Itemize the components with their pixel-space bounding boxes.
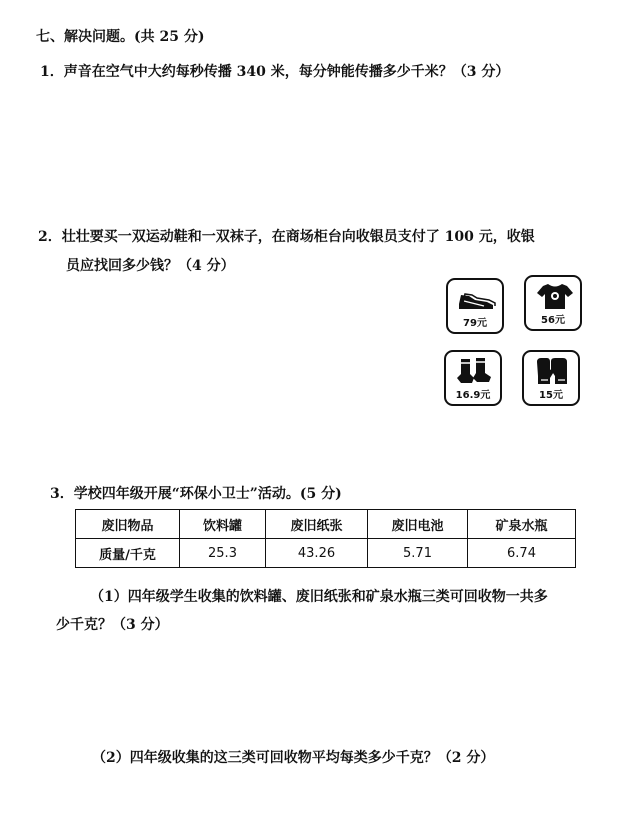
table-header-cell: 废旧纸张 — [266, 510, 368, 539]
question-2-line-2: 员应找回多少钱？（4 分） — [66, 258, 235, 274]
price-label: 56元 — [541, 315, 565, 326]
table-row — [76, 539, 576, 568]
gloves-icon — [533, 356, 573, 386]
socks-icon — [455, 356, 495, 386]
table-header-cell: 废旧物品 — [76, 510, 180, 539]
table-cell: 25.3 — [180, 539, 266, 568]
price-label: 15元 — [539, 390, 563, 401]
table-row-label: 质量/千克 — [76, 539, 180, 568]
table-cell: 6.74 — [468, 539, 576, 568]
question-1: 1．声音在空气中大约每秒传播 340 米，每分钟能传播多少千米？（3 分） — [40, 64, 510, 80]
recycling-table — [75, 509, 576, 568]
price-label: 16.9元 — [455, 390, 491, 401]
table-cell: 43.26 — [266, 539, 368, 568]
price-card-tshirt — [524, 275, 582, 331]
table-cell: 5.71 — [368, 539, 468, 568]
question-3-part-1-line-1: （1）四年级学生收集的饮料罐、废旧纸张和矿泉水瓶三类可回收物一共多 — [90, 589, 548, 605]
sneakers-icon — [457, 284, 497, 314]
question-3-part-1-line-2: 少千克？（3 分） — [56, 617, 169, 633]
table-header-cell: 饮料罐 — [180, 510, 266, 539]
table-header-cell: 矿泉水瓶 — [468, 510, 576, 539]
table-header-cell: 废旧电池 — [368, 510, 468, 539]
table-header-row — [76, 510, 576, 539]
price-card-socks — [444, 350, 502, 406]
question-3-part-2: （2）四年级收集的这三类可回收物平均每类多少千克？（2 分） — [92, 750, 495, 766]
section-title: 七、解决问题。(共 25 分) — [36, 29, 205, 45]
price-card-gloves — [522, 350, 580, 406]
tshirt-icon — [535, 281, 575, 311]
question-2-line-1: 2．壮壮要买一双运动鞋和一双袜子，在商场柜台向收银员支付了 100 元，收银 — [38, 229, 535, 245]
question-3: 3．学校四年级开展“环保小卫士”活动。(5 分) — [50, 486, 342, 502]
price-card-sneakers — [446, 278, 504, 334]
price-label: 79元 — [463, 318, 487, 329]
